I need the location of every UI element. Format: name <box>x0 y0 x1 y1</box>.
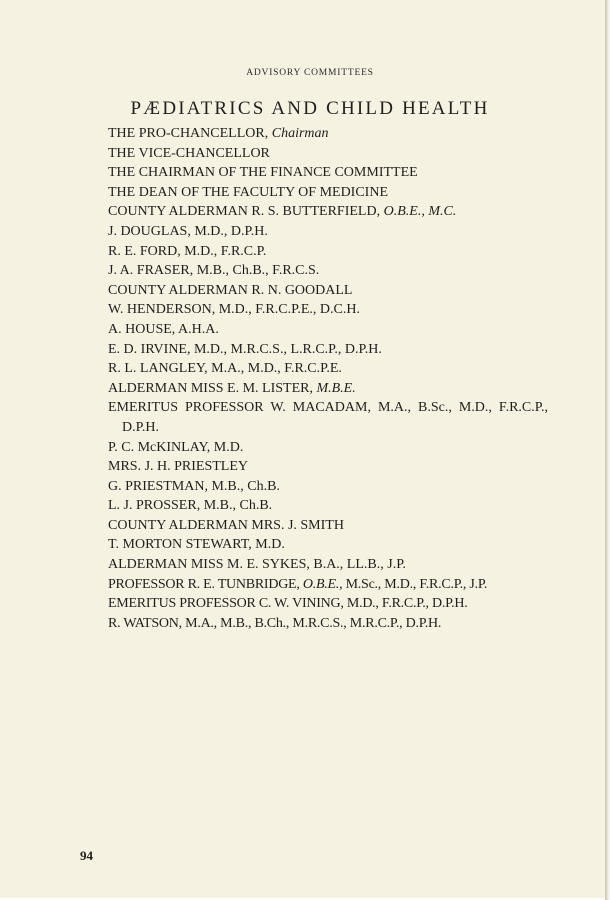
section-title: PÆDIATRICS AND CHILD HEALTH <box>130 98 490 119</box>
member-entry: R. L. LANGLEY, M.A., M.D., F.R.C.P.E. <box>108 361 342 377</box>
member-entry: ALDERMAN MISS E. M. LISTER, M.B.E. <box>108 380 356 396</box>
member-entry: EMERITUS PROFESSOR W. MACADAM, M.A., B.Sc., M.D., F.R.C.P., D.P.H. <box>108 400 548 435</box>
member-entry: THE PRO-CHANCELLOR, Chairman <box>108 126 329 141</box>
member-entry: THE DEAN OF THE FACULTY OF MEDICINE <box>108 184 388 200</box>
member-entry: W. HENDERSON, M.D., F.R.C.P.E., D.C.H. <box>108 302 360 318</box>
page-edge <box>605 0 610 900</box>
member-entry: J. A. FRASER, M.B., Ch.B., F.R.C.S. <box>108 263 320 279</box>
member-entry: THE CHAIRMAN OF THE FINANCE COMMITTEE <box>108 165 418 181</box>
member-entry: J. DOUGLAS, M.D., D.P.H. <box>108 223 268 239</box>
member-entry: ALDERMAN MISS M. E. SYKES, B.A., LL.B., J.P. <box>108 557 406 573</box>
running-head: ADVISORY COMMITTEES <box>246 68 374 78</box>
member-entry: A. HOUSE, A.H.A. <box>108 321 219 337</box>
member-entry: COUNTY ALDERMAN R. S. BUTTERFIELD, O.B.E., M.C. <box>108 204 457 220</box>
member-list <box>108 124 548 633</box>
member-entry: G. PRIESTMAN, M.B., Ch.B. <box>108 478 280 494</box>
member-entry: T. MORTON STEWART, M.D. <box>108 537 285 553</box>
member-entry: THE VICE-CHANCELLOR <box>108 145 270 161</box>
member-entry: E. D. IRVINE, M.D., M.R.C.S., L.R.C.P., D.P.H. <box>108 341 382 357</box>
page-number: 94 <box>80 848 93 863</box>
member-entry: L. J. PROSSER, M.B., Ch.B. <box>108 498 273 514</box>
member-entry: EMERITUS PROFESSOR C. W. VINING, M.D., F.R.C.P., D.P.H. <box>108 596 468 612</box>
member-entry: MRS. J. H. PRIESTLEY <box>108 459 249 475</box>
member-entry: COUNTY ALDERMAN R. N. GOODALL <box>108 282 353 298</box>
member-entry: COUNTY ALDERMAN MRS. J. SMITH <box>108 517 344 533</box>
member-entry: P. C. McKINLAY, M.D. <box>108 439 244 455</box>
member-entry: R. E. FORD, M.D., F.R.C.P. <box>108 243 267 259</box>
member-entry: R. WATSON, M.A., M.B., B.Ch., M.R.C.S., M.R.C.P., D.P.H. <box>108 615 442 631</box>
member-entry: PROFESSOR R. E. TUNBRIDGE, O.B.E., M.Sc., M.D., F.R.C.P., J.P. <box>108 576 488 592</box>
